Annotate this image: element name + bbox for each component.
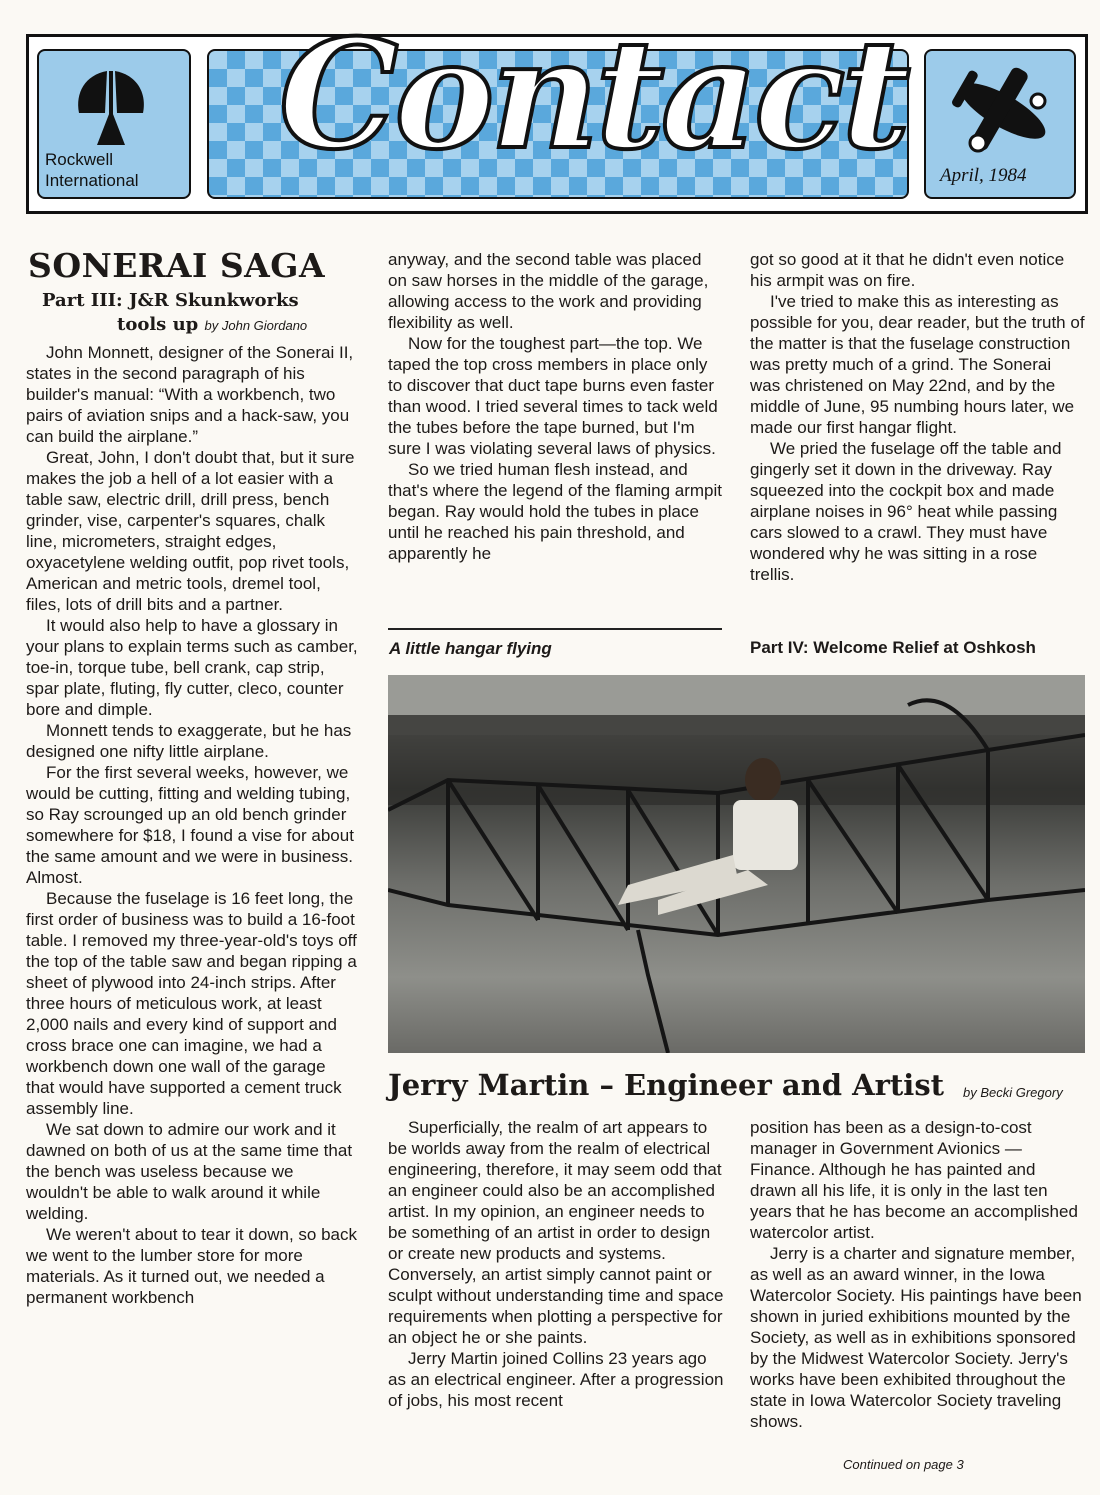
paragraph: It would also help to have a glossary in your plans to explain terms such as camber, toe-in, torque tube, bell crank, cap strip, spar plate, fluting, fly cutter, cleco, counter bore and dimple.: [26, 616, 358, 719]
company-name-line1: Rockwell: [45, 150, 114, 169]
rockwell-logo-panel: [37, 49, 191, 199]
article-headline: Jerry Martin – Engineer and Artist: [388, 1068, 945, 1102]
paragraph: We sat down to admire our work and it dawned on both of us at the same time that the bench was useless because we wouldn't be able to walk around it while welding.: [26, 1120, 353, 1223]
article-subheadline-cont: [117, 314, 307, 335]
company-name-line2: International: [45, 171, 139, 190]
sonerai-column-3: [750, 249, 1086, 585]
paragraph: Now for the toughest part—the top. We taped the top cross members in place only to discover that duct tape burns even faster than wood. I tried several times to tack weld the tubes before the tape burned, but I'm sure I was violating several laws of physics.: [388, 334, 718, 458]
sonerai-column-2: [388, 249, 724, 564]
next-part-heading: Part IV: Welcome Relief at Oshkosh: [750, 638, 1036, 657]
issue-date: April, 1984: [940, 165, 1027, 186]
divider: [388, 628, 722, 630]
newsletter-title: Contact: [279, 7, 907, 183]
paragraph: John Monnett, designer of the Sonerai II, states in the second paragraph of his builder's manual: “With a workbench, two pairs of aviation snips and a hack-saw, you can build the airplane.”: [26, 343, 354, 446]
company-name: [45, 149, 139, 191]
paragraph: We weren't about to tear it down, so back we went to the lumber store for more materials. As it turned out, we needed a permanent workbench: [26, 1225, 357, 1307]
paragraph: We pried the fuselage off the table and gingerly set it down in the driveway. Ray squeezed into the cockpit box and made airplane noises in 96° heat while passing cars slowed to a crawl. They must have wondered why he was sitting in a rose trellis.: [750, 439, 1062, 584]
sonerai-column-1: [26, 342, 358, 1308]
paragraph: anyway, and the second table was placed on saw horses in the middle of the garage, allowing access to the work and providing flexibility as well.: [388, 250, 709, 332]
paragraph: Superficially, the realm of art appears to be worlds away from the realm of electrical engineering, therefore, it may seem odd that an engineer could also be an accomplished artist. In my opinion, an engineer needs to be something of an artist in order to design or create new products and systems. Conversely, an artist simply cannot paint or sculpt without understanding time and space requirements when plotting a perspective for an object he or she paints.: [388, 1118, 724, 1347]
paragraph: Monnett tends to exaggerate, but he has designed one nifty little airplane.: [26, 721, 352, 761]
paragraph: For the first several weeks, however, we would be cutting, fitting and welding tubing, so Ray scrounged up an old bench grinder somewhere for $18, I found a vise for about the same amount and we were in business. Almost.: [26, 763, 354, 887]
byline: by John Giordano: [204, 318, 308, 333]
paragraph: got so good at it that he didn't even notice his armpit was on fire.: [750, 250, 1065, 290]
article-subheadline: Part III: J&R Skunkworks: [42, 290, 299, 311]
paragraph: Because the fuselage is 16 feet long, the first order of business was to build a 16-foot table. I removed my three-year-old's toys off the top of the table saw and began ripping a sheet of plywood into 24-inch strips. After three hours of meticulous work, at least 2,000 nails and every kind of support and cross brace one can imagine, we had a workbench down one wall of the garage that would have supported a cement truck assembly line.: [26, 889, 357, 1118]
article-headline: SONERAI SAGA: [28, 246, 326, 285]
jerry-column-1: [388, 1117, 724, 1411]
paragraph: position has been as a design-to-cost manager in Government Avionics — Finance. Although he has painted and drawn all his life, it is only in the last ten years that he has become an accomplished watercolor artist.: [750, 1118, 1078, 1242]
subheadline-text: tools up: [117, 314, 199, 335]
paragraph: Jerry Martin joined Collins 23 years ago as an electrical engineer. After a progression of jobs, his most recent: [388, 1349, 724, 1410]
masthead: [26, 7, 1088, 214]
paragraph: Jerry is a charter and signature member, as well as an award winner, in the Iowa Watercolor Society. His paintings have been shown in juried exhibitions mounted by the Society, as well as in exhibitions sponsored by the Midwest Watercolor Society. Jerry's works have been exhibited throughout the state in Iowa Watercolor Society traveling shows.: [750, 1244, 1082, 1431]
airplane-icon: [948, 61, 1058, 161]
photo-caption: A little hangar flying: [389, 639, 552, 658]
paragraph: So we tried human flesh instead, and that's where the legend of the flaming armpit began. Ray would hold the tubes in place until he reached his pain threshold, and apparently he: [388, 460, 722, 563]
rockwell-logo-icon: [71, 69, 151, 147]
paragraph: I've tried to make this as interesting as possible for you, dear reader, but the truth of the matter is that the fuselage construction was pretty much of a grind. The Sonerai was christened on May 22nd, and by the middle of June, 95 numbing hours later, we made our first hangar flight.: [750, 292, 1085, 437]
byline: by Becki Gregory: [963, 1085, 1063, 1100]
continued-note: Continued on page 3: [843, 1457, 964, 1472]
date-panel: [924, 49, 1076, 199]
paragraph: Great, John, I don't doubt that, but it sure makes the job a hell of a lot easier with a table saw, electric drill, drill press, bench grinder, vise, carpenter's squares, chalk line, micrometers, straight edges, oxyacetylene welding outfit, pop rivet tools, American and metric tools, dremel tool, files, lots of drill bits and a partner.: [26, 448, 355, 614]
fuselage-photo: [388, 675, 1085, 1053]
fuselage-frame-illustration: [388, 675, 1085, 1053]
jerry-column-2: [750, 1117, 1086, 1432]
